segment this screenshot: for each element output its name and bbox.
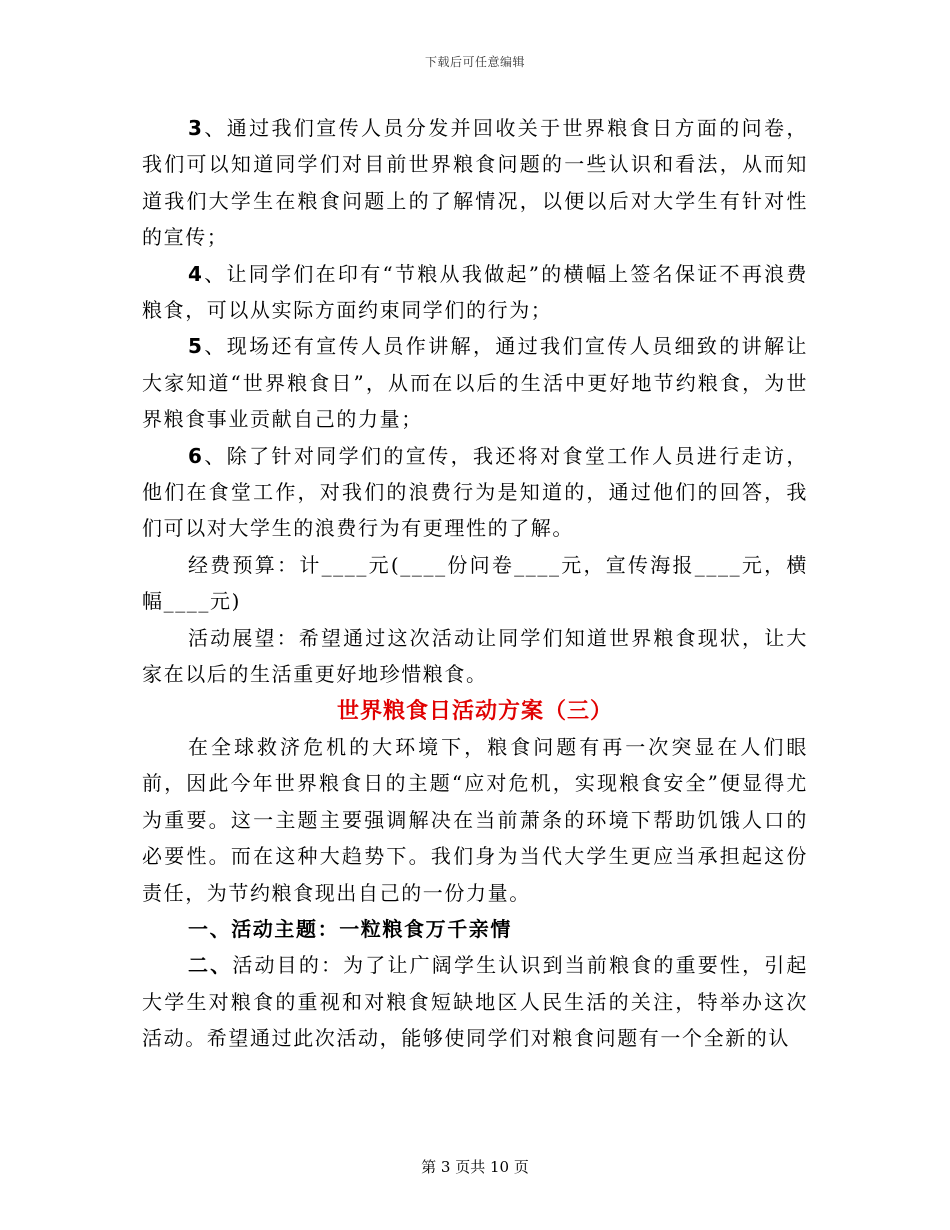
item-text: 、通过我们宣传人员分发并回收关于世界粮食日方面的问卷，我们可以知道同学们对目前世界粮食问题的一些认识和看法，从而知道我们大学生在粮食问题上的了解情况，以便以后对大学生有针对性的宣传； xyxy=(142,116,808,250)
page-footer: 第 3 页共 10 页 xyxy=(421,1158,529,1176)
item-number: 6 xyxy=(188,443,204,468)
item-number: 3 xyxy=(188,116,204,140)
document-body xyxy=(142,110,808,1057)
intro-paragraph: 在全球救济危机的大环境下，粮食问题有再一次突显在人们眼前，因此今年世界粮食日的主题“应对危机，实现粮食安全”便显得尤为重要。这一主题主要强调解决在当前萧条的环境下帮助饥饿人口的必要性。而在这种大趋势下。我们身为当代大学生更应当承担起这份责任，为节约粮食现出自己的一份力量。 xyxy=(142,734,808,905)
list-item xyxy=(142,328,808,437)
section-title: 世界粮食日活动方案（三） xyxy=(336,697,613,724)
page-header: 下载后可任意编辑 xyxy=(424,55,525,69)
item-number: 4 xyxy=(188,261,204,286)
outlook-paragraph: 活动展望：希望通过这次活动让同学们知道世界粮食现状，让大家在以后的生活重更好地珍惜粮食。 xyxy=(142,625,808,687)
list-item xyxy=(142,110,808,256)
list-item xyxy=(142,256,808,329)
budget-paragraph: 经费预算：计____元(____份问卷____元，宣传海报____元，横幅____元) xyxy=(142,552,808,614)
theme-heading: 一、活动主题：一粒粮食万千亲情 xyxy=(188,916,512,941)
purpose-paragraph xyxy=(142,947,808,1056)
item-number: 5 xyxy=(188,334,204,359)
purpose-text: 活动目的：为了让广阔学生认识到当前粮食的重要性，引起大学生对粮食的重视和对粮食短缺地区人民生活的关注，特举办这次活动。希望通过此次活动，能够使同学们对粮食问题有一个全新的认 xyxy=(142,953,808,1051)
item-text: 、除了针对同学们的宣传，我还将对食堂工作人员进行走访，他们在食堂工作，对我们的浪费行为是知道的，通过他们的回答，我们可以对大学生的浪费行为有更理性的了解。 xyxy=(142,443,808,541)
item-text: 、现场还有宣传人员作讲解，通过我们宣传人员细致的讲解让大家知道“世界粮食日”，从而在以后的生活中更好地节约粮食，为世界粮食事业贡献自己的力量； xyxy=(142,334,808,432)
list-item xyxy=(142,438,808,547)
purpose-label: 二、 xyxy=(188,953,233,978)
item-text: 、让同学们在印有“节粮从我做起”的横幅上签名保证不再浪费粮食，可以从实际方面约束同学们的行为； xyxy=(142,261,808,323)
